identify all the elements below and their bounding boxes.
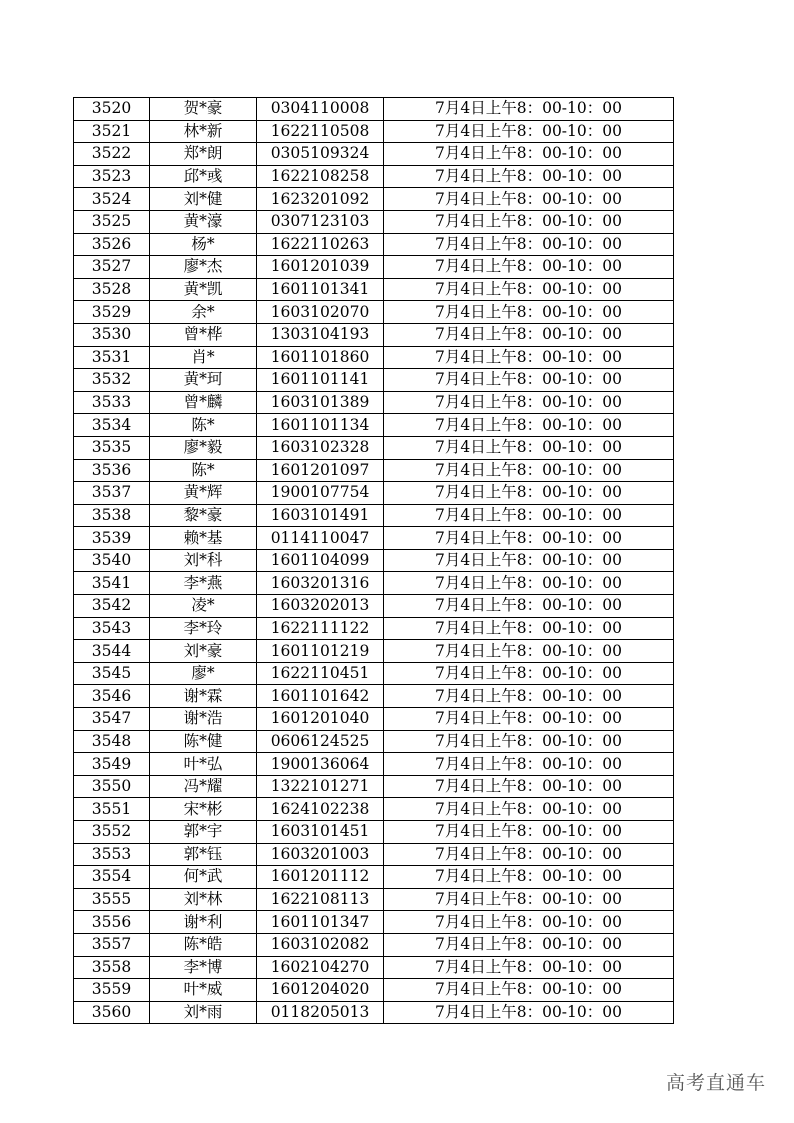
student-name-cell: 肖* <box>150 346 257 369</box>
student-id-cell: 1601204020 <box>257 979 384 1002</box>
table-row <box>74 662 674 685</box>
student-id-cell: 1603102070 <box>257 301 384 324</box>
exam-time-cell: 7月4日上午8：00-10：00 <box>384 866 674 889</box>
student-id-cell: 1622110451 <box>257 662 384 685</box>
student-id-cell: 0307123103 <box>257 210 384 233</box>
seat-number-cell: 3539 <box>74 527 150 550</box>
exam-time-cell: 7月4日上午8：00-10：00 <box>384 979 674 1002</box>
seat-number-cell: 3559 <box>74 979 150 1002</box>
exam-time-cell: 7月4日上午8：00-10：00 <box>384 730 674 753</box>
student-name-cell: 黄*珂 <box>150 369 257 392</box>
exam-time-cell: 7月4日上午8：00-10：00 <box>384 188 674 211</box>
student-id-cell: 1601101860 <box>257 346 384 369</box>
seat-number-cell: 3549 <box>74 753 150 776</box>
seat-number-cell: 3525 <box>74 210 150 233</box>
table-row <box>74 685 674 708</box>
exam-time-cell: 7月4日上午8：00-10：00 <box>384 775 674 798</box>
student-id-cell: 1900107754 <box>257 482 384 505</box>
student-id-cell: 0304110008 <box>257 98 384 121</box>
table-row <box>74 323 674 346</box>
student-name-cell: 廖*毅 <box>150 436 257 459</box>
table-row <box>74 617 674 640</box>
student-id-cell: 1303104193 <box>257 323 384 346</box>
student-id-cell: 1601101134 <box>257 414 384 437</box>
table-row <box>74 933 674 956</box>
seat-number-cell: 3560 <box>74 1001 150 1024</box>
seat-number-cell: 3541 <box>74 572 150 595</box>
exam-roster-table <box>73 97 674 1024</box>
seat-number-cell: 3526 <box>74 233 150 256</box>
student-id-cell: 1602104270 <box>257 956 384 979</box>
exam-time-cell: 7月4日上午8：00-10：00 <box>384 391 674 414</box>
table-row <box>74 369 674 392</box>
exam-time-cell: 7月4日上午8：00-10：00 <box>384 549 674 572</box>
seat-number-cell: 3523 <box>74 165 150 188</box>
student-id-cell: 1601101347 <box>257 911 384 934</box>
student-name-cell: 陈*皓 <box>150 933 257 956</box>
seat-number-cell: 3524 <box>74 188 150 211</box>
seat-number-cell: 3528 <box>74 278 150 301</box>
student-name-cell: 谢*利 <box>150 911 257 934</box>
student-id-cell: 1622111122 <box>257 617 384 640</box>
student-id-cell: 1603102328 <box>257 436 384 459</box>
student-id-cell: 1622110508 <box>257 120 384 143</box>
seat-number-cell: 3520 <box>74 98 150 121</box>
table-row <box>74 708 674 731</box>
student-id-cell: 1601104099 <box>257 549 384 572</box>
table-row <box>74 98 674 121</box>
student-name-cell: 刘*科 <box>150 549 257 572</box>
seat-number-cell: 3527 <box>74 256 150 279</box>
seat-number-cell: 3521 <box>74 120 150 143</box>
table-row <box>74 391 674 414</box>
seat-number-cell: 3529 <box>74 301 150 324</box>
table-row <box>74 956 674 979</box>
student-id-cell: 1622110263 <box>257 233 384 256</box>
student-name-cell: 陈* <box>150 459 257 482</box>
student-name-cell: 李*博 <box>150 956 257 979</box>
student-id-cell: 1622108113 <box>257 888 384 911</box>
table-row <box>74 775 674 798</box>
student-name-cell: 刘*豪 <box>150 640 257 663</box>
student-name-cell: 杨* <box>150 233 257 256</box>
student-id-cell: 1322101271 <box>257 775 384 798</box>
exam-time-cell: 7月4日上午8：00-10：00 <box>384 821 674 844</box>
student-id-cell: 1603201316 <box>257 572 384 595</box>
table-row <box>74 459 674 482</box>
seat-number-cell: 3533 <box>74 391 150 414</box>
table-row <box>74 549 674 572</box>
table-row <box>74 504 674 527</box>
table-row <box>74 730 674 753</box>
student-id-cell: 1601101141 <box>257 369 384 392</box>
student-id-cell: 1601101219 <box>257 640 384 663</box>
exam-time-cell: 7月4日上午8：00-10：00 <box>384 504 674 527</box>
student-id-cell: 1601101642 <box>257 685 384 708</box>
seat-number-cell: 3550 <box>74 775 150 798</box>
student-name-cell: 邱*彧 <box>150 165 257 188</box>
table-row <box>74 979 674 1002</box>
seat-number-cell: 3534 <box>74 414 150 437</box>
student-name-cell: 陈* <box>150 414 257 437</box>
student-name-cell: 曾*麟 <box>150 391 257 414</box>
student-name-cell: 廖* <box>150 662 257 685</box>
table-row <box>74 640 674 663</box>
table-row <box>74 821 674 844</box>
student-name-cell: 冯*耀 <box>150 775 257 798</box>
student-id-cell: 1601101341 <box>257 278 384 301</box>
student-name-cell: 廖*杰 <box>150 256 257 279</box>
student-id-cell: 1622108258 <box>257 165 384 188</box>
exam-time-cell: 7月4日上午8：00-10：00 <box>384 595 674 618</box>
table-row <box>74 233 674 256</box>
student-id-cell: 1603101491 <box>257 504 384 527</box>
student-name-cell: 黎*豪 <box>150 504 257 527</box>
student-name-cell: 谢*霖 <box>150 685 257 708</box>
seat-number-cell: 3532 <box>74 369 150 392</box>
exam-time-cell: 7月4日上午8：00-10：00 <box>384 414 674 437</box>
seat-number-cell: 3531 <box>74 346 150 369</box>
student-name-cell: 陈*健 <box>150 730 257 753</box>
student-name-cell: 宋*彬 <box>150 798 257 821</box>
table-row <box>74 346 674 369</box>
table-row <box>74 414 674 437</box>
student-id-cell: 1603101451 <box>257 821 384 844</box>
student-id-cell: 1601201039 <box>257 256 384 279</box>
student-name-cell: 赖*基 <box>150 527 257 550</box>
seat-number-cell: 3547 <box>74 708 150 731</box>
seat-number-cell: 3537 <box>74 482 150 505</box>
seat-number-cell: 3540 <box>74 549 150 572</box>
table-row <box>74 1001 674 1024</box>
seat-number-cell: 3554 <box>74 866 150 889</box>
table-row <box>74 482 674 505</box>
student-id-cell: 1603201003 <box>257 843 384 866</box>
seat-number-cell: 3530 <box>74 323 150 346</box>
exam-time-cell: 7月4日上午8：00-10：00 <box>384 165 674 188</box>
student-name-cell: 李*玲 <box>150 617 257 640</box>
student-name-cell: 曾*桦 <box>150 323 257 346</box>
seat-number-cell: 3557 <box>74 933 150 956</box>
exam-time-cell: 7月4日上午8：00-10：00 <box>384 888 674 911</box>
exam-time-cell: 7月4日上午8：00-10：00 <box>384 933 674 956</box>
seat-number-cell: 3536 <box>74 459 150 482</box>
exam-time-cell: 7月4日上午8：00-10：00 <box>384 278 674 301</box>
exam-time-cell: 7月4日上午8：00-10：00 <box>384 210 674 233</box>
exam-time-cell: 7月4日上午8：00-10：00 <box>384 662 674 685</box>
exam-time-cell: 7月4日上午8：00-10：00 <box>384 459 674 482</box>
exam-time-cell: 7月4日上午8：00-10：00 <box>384 685 674 708</box>
table-row <box>74 210 674 233</box>
student-name-cell: 黄*辉 <box>150 482 257 505</box>
student-name-cell: 黄*凯 <box>150 278 257 301</box>
exam-time-cell: 7月4日上午8：00-10：00 <box>384 753 674 776</box>
exam-time-cell: 7月4日上午8：00-10：00 <box>384 843 674 866</box>
seat-number-cell: 3522 <box>74 143 150 166</box>
exam-time-cell: 7月4日上午8：00-10：00 <box>384 1001 674 1024</box>
student-id-cell: 0114110047 <box>257 527 384 550</box>
exam-time-cell: 7月4日上午8：00-10：00 <box>384 436 674 459</box>
exam-time-cell: 7月4日上午8：00-10：00 <box>384 143 674 166</box>
exam-time-cell: 7月4日上午8：00-10：00 <box>384 798 674 821</box>
watermark-text: 高考直通车 <box>665 1072 766 1094</box>
table-row <box>74 278 674 301</box>
student-name-cell: 贺*豪 <box>150 98 257 121</box>
student-id-cell: 1624102238 <box>257 798 384 821</box>
seat-number-cell: 3553 <box>74 843 150 866</box>
exam-time-cell: 7月4日上午8：00-10：00 <box>384 527 674 550</box>
exam-time-cell: 7月4日上午8：00-10：00 <box>384 572 674 595</box>
student-name-cell: 林*新 <box>150 120 257 143</box>
table-row <box>74 120 674 143</box>
student-name-cell: 李*燕 <box>150 572 257 595</box>
exam-time-cell: 7月4日上午8：00-10：00 <box>384 301 674 324</box>
student-name-cell: 叶*威 <box>150 979 257 1002</box>
exam-time-cell: 7月4日上午8：00-10：00 <box>384 482 674 505</box>
exam-time-cell: 7月4日上午8：00-10：00 <box>384 708 674 731</box>
table-row <box>74 866 674 889</box>
exam-time-cell: 7月4日上午8：00-10：00 <box>384 369 674 392</box>
seat-number-cell: 3535 <box>74 436 150 459</box>
seat-number-cell: 3548 <box>74 730 150 753</box>
student-name-cell: 郭*宇 <box>150 821 257 844</box>
seat-number-cell: 3543 <box>74 617 150 640</box>
student-id-cell: 1603202013 <box>257 595 384 618</box>
table-row <box>74 595 674 618</box>
student-name-cell: 郭*钰 <box>150 843 257 866</box>
student-name-cell: 刘*雨 <box>150 1001 257 1024</box>
seat-number-cell: 3555 <box>74 888 150 911</box>
table-row <box>74 301 674 324</box>
seat-number-cell: 3545 <box>74 662 150 685</box>
student-name-cell: 郑*朗 <box>150 143 257 166</box>
seat-number-cell: 3538 <box>74 504 150 527</box>
student-id-cell: 1623201092 <box>257 188 384 211</box>
table-row <box>74 256 674 279</box>
exam-time-cell: 7月4日上午8：00-10：00 <box>384 346 674 369</box>
student-id-cell: 1900136064 <box>257 753 384 776</box>
student-id-cell: 0606124525 <box>257 730 384 753</box>
seat-number-cell: 3556 <box>74 911 150 934</box>
roster-body <box>74 98 674 1024</box>
table-row <box>74 165 674 188</box>
table-row <box>74 843 674 866</box>
table-row <box>74 753 674 776</box>
seat-number-cell: 3551 <box>74 798 150 821</box>
student-name-cell: 刘*健 <box>150 188 257 211</box>
student-id-cell: 1601201097 <box>257 459 384 482</box>
exam-time-cell: 7月4日上午8：00-10：00 <box>384 256 674 279</box>
student-name-cell: 叶*弘 <box>150 753 257 776</box>
seat-number-cell: 3546 <box>74 685 150 708</box>
table-row <box>74 436 674 459</box>
student-id-cell: 0118205013 <box>257 1001 384 1024</box>
student-id-cell: 1603102082 <box>257 933 384 956</box>
exam-time-cell: 7月4日上午8：00-10：00 <box>384 98 674 121</box>
table-row <box>74 798 674 821</box>
table-row <box>74 143 674 166</box>
student-name-cell: 谢*浩 <box>150 708 257 731</box>
student-name-cell: 余* <box>150 301 257 324</box>
student-name-cell: 刘*林 <box>150 888 257 911</box>
exam-time-cell: 7月4日上午8：00-10：00 <box>384 323 674 346</box>
student-name-cell: 黄*濠 <box>150 210 257 233</box>
table-row <box>74 888 674 911</box>
exam-time-cell: 7月4日上午8：00-10：00 <box>384 120 674 143</box>
seat-number-cell: 3558 <box>74 956 150 979</box>
exam-time-cell: 7月4日上午8：00-10：00 <box>384 617 674 640</box>
exam-time-cell: 7月4日上午8：00-10：00 <box>384 233 674 256</box>
exam-time-cell: 7月4日上午8：00-10：00 <box>384 956 674 979</box>
seat-number-cell: 3544 <box>74 640 150 663</box>
seat-number-cell: 3542 <box>74 595 150 618</box>
table-row <box>74 572 674 595</box>
exam-time-cell: 7月4日上午8：00-10：00 <box>384 640 674 663</box>
student-id-cell: 1601201112 <box>257 866 384 889</box>
table-row <box>74 911 674 934</box>
table-row <box>74 188 674 211</box>
student-id-cell: 1603101389 <box>257 391 384 414</box>
student-id-cell: 0305109324 <box>257 143 384 166</box>
exam-time-cell: 7月4日上午8：00-10：00 <box>384 911 674 934</box>
table-row <box>74 527 674 550</box>
student-name-cell: 何*武 <box>150 866 257 889</box>
seat-number-cell: 3552 <box>74 821 150 844</box>
student-id-cell: 1601201040 <box>257 708 384 731</box>
student-name-cell: 凌* <box>150 595 257 618</box>
